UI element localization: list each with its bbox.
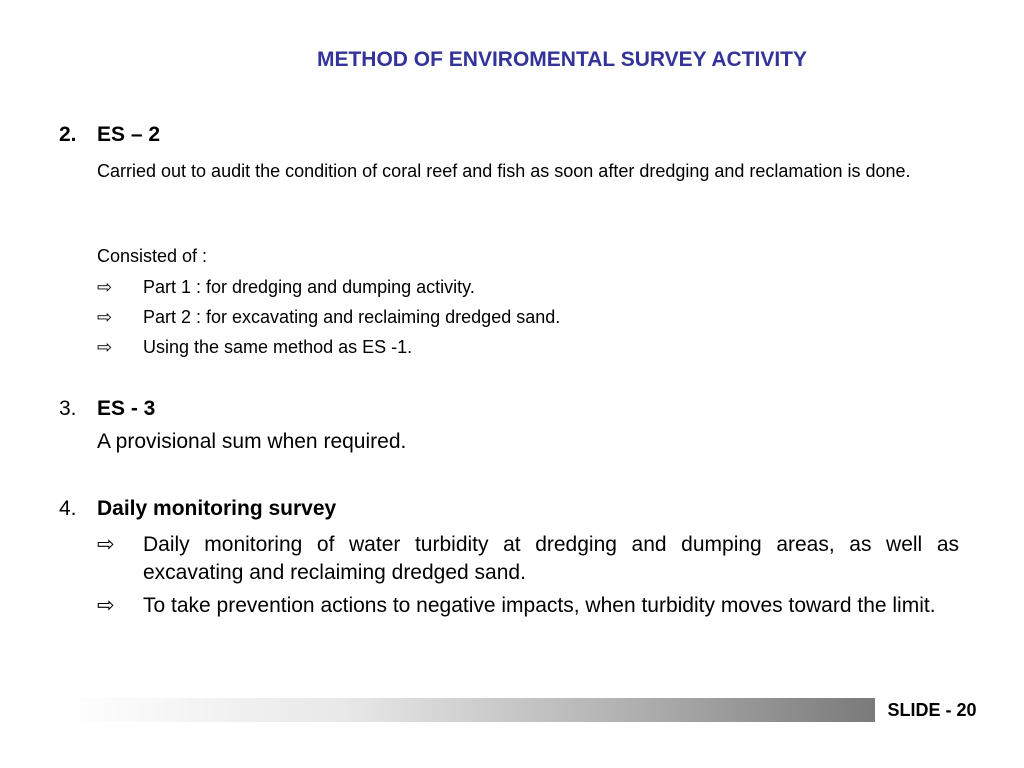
arrow-bullet-icon: ⇨ bbox=[97, 594, 115, 617]
list-item: To take prevention actions to negative impacts, when turbidity moves toward the limit. bbox=[143, 594, 936, 617]
section-heading-es2: ES – 2 bbox=[97, 123, 161, 146]
list-item: Daily monitoring of water turbidity at dredging and dumping areas, as well as excavating and reclaiming dredged sand. bbox=[143, 533, 959, 584]
section-description-es3: A provisional sum when required. bbox=[97, 430, 407, 453]
section-number: 2. bbox=[59, 123, 77, 146]
section-description-es2: Carried out to audit the condition of coral reef and fish as soon after dredging and reclamation is done. bbox=[97, 161, 911, 181]
footer-gradient-bar bbox=[60, 698, 875, 722]
consisted-of-label: Consisted of : bbox=[97, 246, 208, 266]
list-item: Part 2 : for excavating and reclaiming dredged sand. bbox=[143, 307, 561, 327]
section-number: 3. bbox=[59, 397, 77, 420]
section-heading-es3: ES - 3 bbox=[97, 397, 156, 420]
slide-title: METHOD OF ENVIROMENTAL SURVEY ACTIVITY bbox=[316, 48, 808, 71]
arrow-bullet-icon: ⇨ bbox=[97, 337, 113, 357]
section-heading-daily: Daily monitoring survey bbox=[97, 497, 337, 520]
section-number: 4. bbox=[59, 497, 77, 520]
arrow-bullet-icon: ⇨ bbox=[97, 277, 113, 297]
list-item: Part 1 : for dredging and dumping activity. bbox=[143, 277, 475, 297]
slide-number-label: SLIDE - 20 bbox=[876, 698, 988, 722]
list-item: Using the same method as ES -1. bbox=[143, 337, 413, 357]
arrow-bullet-icon: ⇨ bbox=[97, 533, 115, 556]
arrow-bullet-icon: ⇨ bbox=[97, 307, 113, 327]
